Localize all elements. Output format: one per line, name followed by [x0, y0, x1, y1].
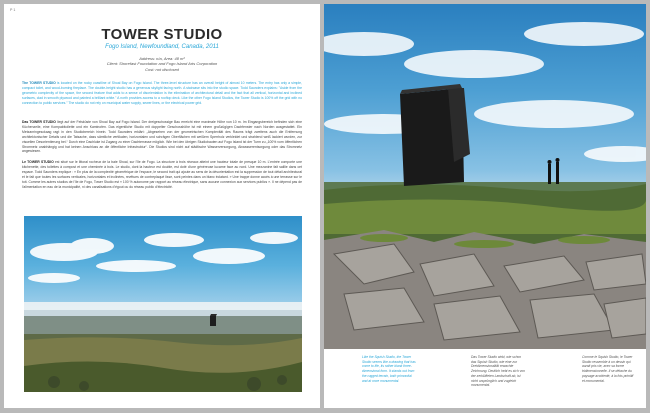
tower-studio-photo: [324, 4, 646, 349]
project-details: [4, 56, 320, 72]
body-lead-german: Das TOWER STUDIO: [22, 120, 56, 124]
body-lead-french: Le TOWER STUDIO: [22, 160, 54, 164]
project-cost: Cost: not disclosed: [145, 66, 179, 72]
landscape-photo: [24, 216, 302, 392]
caption-english: Like the Squish Studio, the Tower Studio seems like a drawing that has come to life, its rather blank three-dimensional form. It stands out from the rugged terrain, both primordial and at once monumental.: [362, 355, 416, 383]
project-client: Client: Shorefast Foundation and Fogo Island Arts Corporation: [106, 61, 218, 67]
body-text-english: [22, 81, 302, 106]
body-copy-english: is located on the rocky coastline of Shoal Bay on Fogo Island. The three-level structure has an overall height of almost 10 meters. The entry has only a simple, compact toilet, and wood-burning fireplace. The double-height studio has a generous skylight facing north. A staircase sits into the studio space. Todd Saunders explains: "Aside from the geometric complexity of the space, the second feature that adds to a sense of disorientation is the elimination of architectural detail and the fact that all vertical, horizontal and inclined surfaces, clad in smooth plywood and painted a brilliant white." A north provides access to a rooftop deck. Like the other Fogo Island Studios, the Tower Studio is 100% off the grid with no connection to public services." The studio do not rely on municipal water supply, sewer lines, or the electrical power grid.: [22, 81, 302, 105]
tower-studio-photo-art: [324, 4, 646, 349]
caption-french: Comme le Squish Studio, le Tower Studio ressemble à un dessin qui aurait pris vie, avec sa forme tridimensionnelle. Il se détache du paysage accidenté, à la fois primitif et monumental.: [582, 355, 634, 383]
landscape-photo-art: [24, 216, 302, 392]
body-copy-german: liegt auf der Felsküste von Shoal Bay auf Fogo Island. Der dreigeschossige Bau erreicht eine maximale Höhe von 10 m. Im Eingangsbereich befinden sich eine Küchenzeile, eine Kompakttoilette und ein Kaminofen. Das eigentliche Studio mit doppelter Geschosshöhe ist mit einem großzügigen Dachfenster nach Norden ausgestattet. Ein Metzanringesckaag ragt in den Studiobereich hinein. Todd Saunders erklärt: „Abgesehen von der geometrischen Komplexität des Raums trägt zweitens auch die Entfernung architektonischer Details und die Tatsache, dass sämtliche vertikalen, horizontalen und schrägen Oberflächen mit weißem Sperrholz verkleidet und strahlend weiß lackiert wurden, zur visuellen Desorientierung bei.“ Durch eine Dachluke ist Zugang zu einer Dachterrasse möglich. Wie bei den übrigen Studiobauten auf Fogo Island ist der Turm zu „100% vom öffentlichen Stromnetz unabhängig und hat keinen Anschluss an die öffentliche Infrastruktur“. Die Studios sind nicht auf städtische Wasserversorgung, Abwasserentsorgung oder das Stromnetz angewiesen.: [22, 120, 302, 154]
project-area: Address: n/a, Area: 48 m²: [139, 56, 185, 61]
caption-german: Das Tower Studio wirkt, wie schon das Squish Studio, wie eine zur Dreidimensionalität erwachte Zeichnung. Deutlich hebt es sich von der zerklüfteten Landschaft ab, ist nicht ursprünglich und zugleich monumental.: [471, 355, 525, 388]
page-subtitle: Fogo Island, Newfoundland, Canada, 2011: [105, 44, 219, 50]
left-page: [4, 4, 320, 408]
body-copy-french: est situé sur le littoral rocheux de la baie Shoal, sur l'île de Fogo. La structure à trois niveaux atteint une hauteur totale de presque 10 m. L'entrée comporte une kitchenette, des toilettes à compost et une cheminée à bois. Le studio, dont la hauteur est double, est doté d'une généreuse lucarne face au nord. Une mezzanine fait saillie dans cet espace. Todd Saunders explique : « En plus de la complexité géométrique de l'espace, le second trait qui ajoute au sens de la désorientation est la suppression de tout détail architectural et le fait que toutes les surfaces verticales, horizontales et inclinées, revêtues de contreplaqué lisse, sont peintes dans un blanc éclatant. » Une trappe donne accès à une terrasse sur le toit. Comme les autres studios de l'île de Fogo, Tower Studio est « 100 % autonome par rapport au réseau électrique, sans aucune connexion aux services publics ». Il ne dépend pas de l'alimentation en eau de la municipalité, ni des canalisations d'égout ou du réseau public d'électricité.: [22, 160, 302, 189]
body-lead-english: The TOWER STUDIO: [22, 81, 56, 85]
page-folio: P 1: [10, 8, 16, 12]
right-page: [324, 4, 646, 408]
body-text-french: [22, 160, 302, 189]
page-title: TOWER STUDIO: [101, 26, 223, 43]
body-text-german: [22, 120, 302, 154]
